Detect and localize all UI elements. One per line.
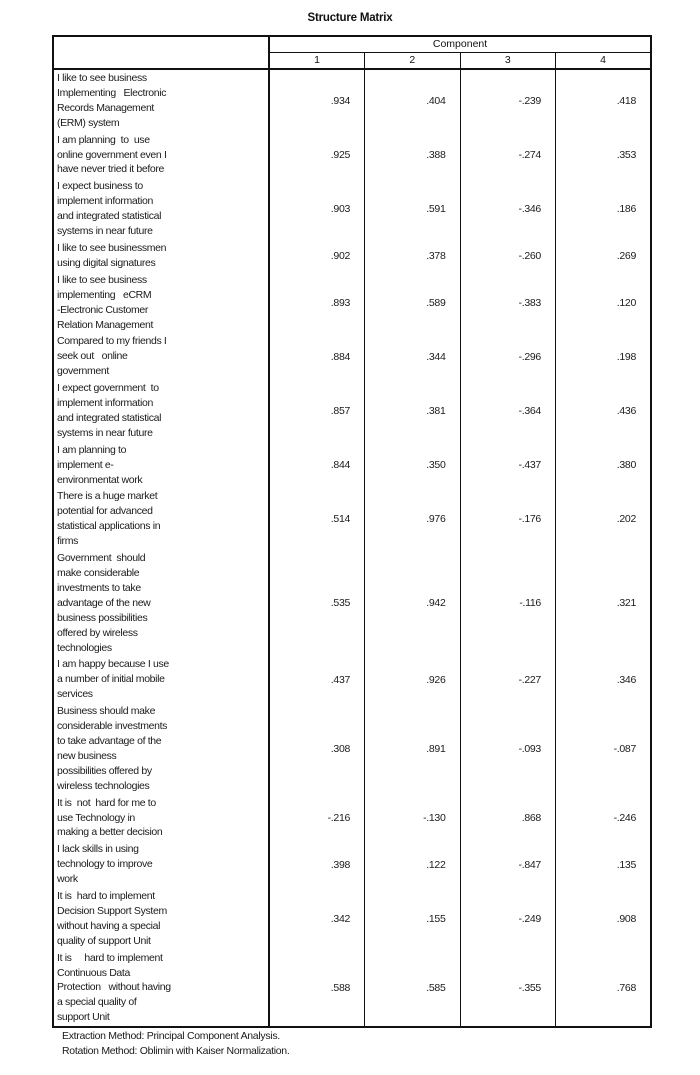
value-cell-component-2: .388: [365, 132, 460, 179]
row-label: [53, 442, 269, 489]
row-label-line: Business should make: [57, 705, 156, 718]
row-label: [53, 333, 269, 380]
row-label-line: advantage of the new: [57, 596, 151, 609]
value-cell-component-1: .925: [269, 132, 364, 179]
row-label-line: -Electronic Customer: [57, 303, 149, 316]
row-label-line: technology to improve: [57, 858, 153, 871]
row-label-line: investments to take: [57, 581, 141, 594]
value-cell-component-2: .344: [365, 333, 460, 380]
table-row: [53, 841, 651, 888]
row-label-line: new business: [57, 749, 117, 762]
row-label-line: business possibilities: [57, 611, 148, 624]
row-label-line: There is a huge market: [57, 490, 158, 503]
table-row: [53, 442, 651, 489]
value-cell-component-1: -.216: [269, 795, 364, 842]
row-label-line: Implementing Electronic: [57, 86, 167, 99]
value-cell-component-4: .269: [555, 240, 651, 272]
value-cell-component-4: .120: [555, 272, 651, 334]
row-label-line: making a better decision: [57, 826, 163, 839]
value-cell-component-3: -.296: [460, 333, 555, 380]
value-cell-component-2: .350: [365, 442, 460, 489]
row-label: [53, 888, 269, 950]
row-label-line: statistical applications in: [57, 520, 161, 533]
component-header: Component: [269, 36, 651, 53]
row-label-line: I like to see business: [57, 273, 147, 286]
row-label-line: I like to see businessmen: [57, 241, 167, 254]
value-cell-component-3: -.847: [460, 841, 555, 888]
row-label-line: online government even I: [57, 148, 167, 161]
row-label: [53, 178, 269, 240]
row-label-line: government: [57, 365, 109, 378]
column-header-3: 3: [460, 53, 555, 70]
row-label-line: have never tried it before: [57, 163, 165, 176]
row-label-line: quality of support Unit: [57, 934, 151, 947]
row-label-line: potential for advanced: [57, 505, 153, 518]
value-cell-component-3: -.116: [460, 550, 555, 656]
table-row: [53, 888, 651, 950]
value-cell-component-1: .398: [269, 841, 364, 888]
row-label-line: implementing eCRM: [57, 288, 152, 301]
value-cell-component-1: .903: [269, 178, 364, 240]
value-cell-component-2: .155: [365, 888, 460, 950]
value-cell-component-1: .308: [269, 703, 364, 794]
row-label-line: support Unit: [57, 1011, 110, 1024]
row-label: [53, 841, 269, 888]
table-row: [53, 950, 651, 1028]
value-cell-component-4: .346: [555, 656, 651, 703]
value-cell-component-2: .591: [365, 178, 460, 240]
value-cell-component-1: .934: [269, 69, 364, 132]
row-label: [53, 950, 269, 1028]
row-label-line: without having a special: [57, 919, 161, 932]
value-cell-component-2: .891: [365, 703, 460, 794]
value-cell-component-4: .436: [555, 380, 651, 442]
value-cell-component-2: .926: [365, 656, 460, 703]
row-label-line: Compared to my friends I: [57, 335, 167, 348]
table-row: [53, 703, 651, 794]
row-label-line: I expect government to: [57, 382, 159, 395]
value-cell-component-3: -.383: [460, 272, 555, 334]
value-cell-component-1: .437: [269, 656, 364, 703]
table-row: [53, 656, 651, 703]
table-body: [53, 69, 651, 1027]
value-cell-component-4: .321: [555, 550, 651, 656]
value-cell-component-1: .902: [269, 240, 364, 272]
value-cell-component-2: .589: [365, 272, 460, 334]
value-cell-component-3: -.249: [460, 888, 555, 950]
table-row: [53, 795, 651, 842]
column-header-1: 1: [269, 53, 364, 70]
row-label: [53, 132, 269, 179]
row-label-line: Records Management: [57, 101, 155, 114]
row-label: [53, 488, 269, 550]
row-label-line: a number of initial mobile: [57, 673, 165, 686]
value-cell-component-4: .186: [555, 178, 651, 240]
row-label-line: implement information: [57, 195, 153, 208]
value-cell-component-2: .404: [365, 69, 460, 132]
row-label-line: It is hard to implement: [57, 890, 155, 903]
value-cell-component-4: -.246: [555, 795, 651, 842]
value-cell-component-3: -.239: [460, 69, 555, 132]
row-label-line: (ERM) system: [57, 116, 120, 129]
corner-cell: [53, 36, 269, 69]
value-cell-component-1: .844: [269, 442, 364, 489]
table-row: [53, 333, 651, 380]
column-header-2: 2: [365, 53, 460, 70]
row-label-line: Decision Support System: [57, 904, 167, 917]
row-label-line: I am happy because I use: [57, 658, 169, 671]
row-label-line: I am planning to use: [57, 133, 150, 146]
row-label-line: environmentat work: [57, 473, 143, 486]
value-cell-component-3: -.437: [460, 442, 555, 489]
value-cell-component-1: .342: [269, 888, 364, 950]
row-label-line: technologies: [57, 641, 112, 654]
row-label-line: Relation Management: [57, 318, 154, 331]
row-label-line: considerable investments: [57, 720, 168, 733]
value-cell-component-2: .378: [365, 240, 460, 272]
footnotes: [62, 1029, 289, 1058]
value-cell-component-2: .942: [365, 550, 460, 656]
row-label-line: implement e-: [57, 458, 114, 471]
value-cell-component-2: .381: [365, 380, 460, 442]
value-cell-component-1: .535: [269, 550, 364, 656]
table-row: [53, 488, 651, 550]
row-label-line: I expect business to: [57, 180, 143, 193]
table-row: [53, 272, 651, 334]
value-cell-component-1: .514: [269, 488, 364, 550]
value-cell-component-3: .868: [460, 795, 555, 842]
value-cell-component-1: .857: [269, 380, 364, 442]
row-label-line: It is not hard for me to: [57, 796, 156, 809]
value-cell-component-3: -.260: [460, 240, 555, 272]
row-label: [53, 240, 269, 272]
value-cell-component-3: -.364: [460, 380, 555, 442]
value-cell-component-3: -.176: [460, 488, 555, 550]
row-label-line: to take advantage of the: [57, 734, 162, 747]
value-cell-component-4: .202: [555, 488, 651, 550]
footnote-rotation-method: Rotation Method: Oblimin with Kaiser Normalization.: [62, 1044, 290, 1057]
row-label-line: seek out online: [57, 350, 128, 363]
value-cell-component-3: -.274: [460, 132, 555, 179]
value-cell-component-1: .588: [269, 950, 364, 1028]
row-label-line: Protection without having: [57, 981, 171, 994]
value-cell-component-4: .198: [555, 333, 651, 380]
structure-matrix-table: [52, 35, 652, 1028]
row-label-line: It is hard to implement: [57, 951, 163, 964]
value-cell-component-4: .353: [555, 132, 651, 179]
row-label: [53, 380, 269, 442]
row-label: [53, 550, 269, 656]
row-label-line: make considerable: [57, 567, 140, 579]
row-label: [53, 69, 269, 132]
row-label-line: I lack skills in using: [57, 843, 139, 856]
value-cell-component-3: -.355: [460, 950, 555, 1028]
table-row: [53, 240, 651, 272]
table-row: [53, 178, 651, 240]
value-cell-component-2: .122: [365, 841, 460, 888]
row-label-line: firms: [57, 535, 78, 548]
value-cell-component-4: -.087: [555, 703, 651, 794]
table-row: [53, 69, 651, 132]
value-cell-component-4: .418: [555, 69, 651, 132]
row-label: [53, 656, 269, 703]
value-cell-component-4: .768: [555, 950, 651, 1028]
value-cell-component-3: -.227: [460, 656, 555, 703]
row-label-line: wireless technologies: [57, 779, 150, 792]
footnote-extraction-method: Extraction Method: Principal Component Analysis.: [62, 1030, 280, 1042]
value-cell-component-4: .135: [555, 841, 651, 888]
table-row: [53, 550, 651, 656]
row-label-line: possibilities offered by: [57, 764, 152, 777]
row-label-line: and integrated statistical: [57, 411, 162, 424]
row-label-line: services: [57, 688, 93, 701]
row-label-line: systems in near future: [57, 426, 153, 439]
row-label-line: offered by wireless: [57, 626, 138, 639]
row-label-line: I am planning to: [57, 443, 127, 456]
row-label-line: work: [57, 873, 78, 886]
row-label-line: implement information: [57, 397, 153, 410]
value-cell-component-3: -.093: [460, 703, 555, 794]
row-label-line: Continuous Data: [57, 966, 130, 979]
row-label: [53, 703, 269, 794]
table-row: [53, 132, 651, 179]
value-cell-component-2: -.130: [365, 795, 460, 842]
row-label-line: and integrated statistical: [57, 210, 162, 223]
value-cell-component-4: .908: [555, 888, 651, 950]
value-cell-component-4: .380: [555, 442, 651, 489]
value-cell-component-3: -.346: [460, 178, 555, 240]
value-cell-component-1: .884: [269, 333, 364, 380]
header-row-group: [53, 36, 651, 53]
column-header-4: 4: [555, 53, 651, 70]
row-label-line: a special quality of: [57, 996, 137, 1009]
table-row: [53, 380, 651, 442]
row-label-line: Government should: [57, 552, 146, 565]
value-cell-component-2: .585: [365, 950, 460, 1028]
table-title: Structure Matrix: [307, 12, 393, 24]
row-label-line: use Technology in: [57, 811, 135, 824]
value-cell-component-2: .976: [365, 488, 460, 550]
value-cell-component-1: .893: [269, 272, 364, 334]
row-label-line: using digital signatures: [57, 256, 156, 269]
row-label: [53, 272, 269, 334]
row-label-line: I like to see business: [57, 72, 147, 84]
row-label: [53, 795, 269, 842]
row-label-line: systems in near future: [57, 225, 153, 238]
